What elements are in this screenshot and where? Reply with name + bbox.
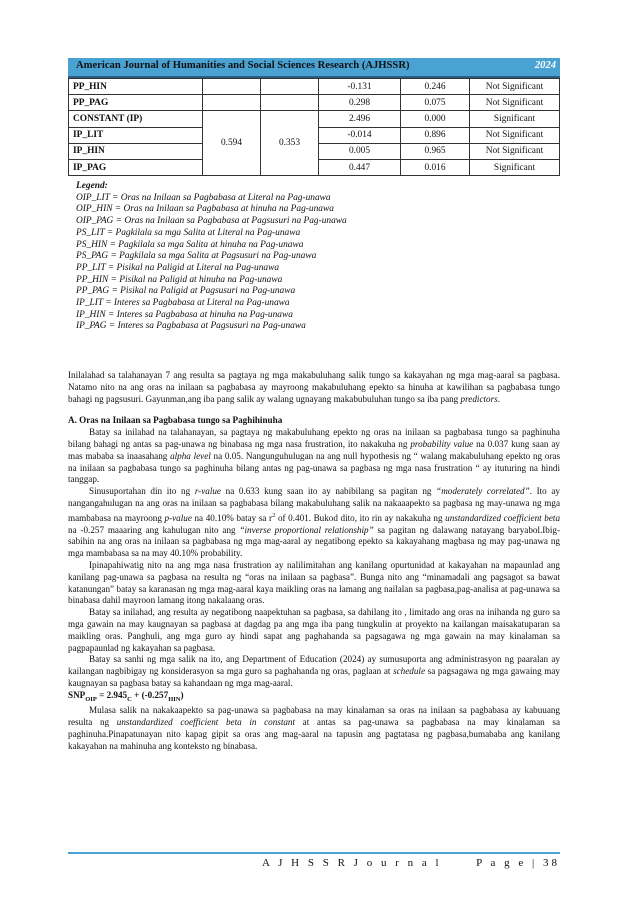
r-squared-cell: 0.353 xyxy=(261,111,319,176)
description-cell: Significant xyxy=(470,159,560,175)
sig-cell: 0.965 xyxy=(401,143,470,159)
variable-cell: PP_PAG xyxy=(69,95,203,111)
beta-cell: 0.298 xyxy=(319,95,401,111)
intro-paragraph: Inilalahad sa talahanayan 7 ang resulta sa pagtaya ng mga makabuluhang salik tungo sa kakayahan ng mga mag-aaral sa pagbasa. Natamo nito na ang oras na inilaan sa pagbabasa ay mayroong makabuluhang epekto sa hinuha at kawilihan sa pagbabasa tungo bahagi ng pagsusuri. Gayunman,ang iba pang salik ay walang ugnayang makabubuluhan tungo sa iba pang predictors. xyxy=(68,370,560,404)
empty-cell xyxy=(261,79,319,95)
footer-rule xyxy=(68,852,560,854)
body-paragraph: Batay sa inilahad, ang resulta ay negatibong naapektuhan sa pagbasa, sa dahilang ito , limitado ang oras na inihanda ng guro sa mga gawain na may kaugnayan sa pagbasa at dagdag pa ang mga iba pang tungkulin at proyekto na kailangan maisakatuparan sa maikling oras. Panghuli, ang mga guro ay hindi sapat ang paghahanda sa pagsagawa ng mga gawain na may kinalaman sa pagpapaunlad ng kakayahan sa pagbasa. xyxy=(68,607,560,653)
variable-cell: CONSTANT (IP) xyxy=(69,111,203,127)
legend-item: OIP_PAG = Oras na Inilaan sa Pagbabasa at Pagsusuri na Pag-unawa xyxy=(76,216,347,227)
empty-cell xyxy=(203,79,261,95)
description-cell: Not Significant xyxy=(470,143,560,159)
table-row xyxy=(69,95,560,111)
variable-cell: IP_HIN xyxy=(69,143,203,159)
sig-cell: 0.000 xyxy=(401,111,470,127)
body-paragraph: Ipinapahiwatig nito na ang mga nasa frustration ay nalilimitahan ang kanilang opurtunidad at kakayahan na mapaunlad ang kanilang pag-unawa sa pagbasa na resulta ng “oras na inilaan sa pagbasa”. Bunga nito ang “minamadali ang pagsagot sa bawat katanungan” batay sa karanasan ng mga mag-aaral kaya maikling oras na lamang ang nailalan sa pagbasa,pag-analisa at pag-unawa sa binabasa dahil mayroon lamang itong nakalaang oras. xyxy=(68,560,560,606)
empty-cell xyxy=(203,95,261,111)
table-row xyxy=(69,111,560,127)
legend-item: PP_PAG = Pisikal na Paligid at Pagsusuri na Pag-unawa xyxy=(76,286,296,297)
sig-cell: 0.075 xyxy=(401,95,470,111)
beta-cell: 0.447 xyxy=(319,159,401,175)
journal-title: American Journal of Humanities and Social Sciences Research (AJHSSR) xyxy=(76,60,410,71)
journal-year: 2024 xyxy=(534,60,556,71)
footer-journal: A J H S S R J o u r n a l xyxy=(262,857,442,869)
table-row xyxy=(69,79,560,95)
r-value-cell: 0.594 xyxy=(203,111,261,176)
legend-item: PP_HIN = Pisikal na Paligid at hinuha na Pag-unawa xyxy=(76,274,283,285)
description-cell: Not Significant xyxy=(470,79,560,95)
sig-cell: 0.016 xyxy=(401,159,470,175)
page-number: P a g e | 38 xyxy=(476,857,560,869)
body-paragraph: Sinusuportahan din ito ng r-value na 0.633 kung saan ito ay nabibilang sa pagitan ng “moderately correlated”. Ito ay nangangahulugan na ang oras na inilaan sa pagbabasa bilang makabuluhang salik na nakaaapekto sa pagbasa ng may-unawa ng mga mambabasa na mayroong p-value na 40.10% batay sa $r^2$ of 0.401. Bukod dito, ito rin ay nakakuha ng unstandardized coefficient beta na -0.257 maaaring ang kahulugan nito ang “inverse proportional relationship” sa pagitan ng dalawang natayang baryabol.Ibig-sabihin na ang oras na inilaan sa pagbabasa ng mga mag-aaral ay negatibong epekto sa kakayahang magbasa ng may pag-unawa ng mga mambabasa sa na may 40.10% probability. xyxy=(68,486,561,559)
journal-header-band xyxy=(68,58,560,78)
beta-cell: -0.131 xyxy=(319,79,401,95)
description-cell: Not Significant xyxy=(470,127,560,143)
body-paragraph: Batay sa inilahad na talahanayan, sa pagtaya ng makabuluhang epekto ng oras na inilaan sa pagbabasa tungo sa paghinuha bilang bahagi ng antas sa pag-unawa ng binabasa ng mga nasa frustration, ito nakakuha ng probability value na 0.037 kung saan ay mas mababa sa inaasahang alpha level na 0.05. Nangunguhulugan na ang null hypothesis ng “ walang makabuluhang epekto ng oras na inilaan sa pagbabasa tungo sa paghinuha bilang antas ng pag-unawa sa pagbasa ng mga nasa frustration “ ay ituturing na hindi tanggap. xyxy=(68,427,560,485)
regression-results-table xyxy=(68,78,560,176)
description-cell: Not Significant xyxy=(470,95,560,111)
legend-item: OIP_HIN = Oras na Inilaan sa Pagbabasa at hinuha na Pag-unawa xyxy=(76,204,334,215)
legend-item: PP_LIT = Pisikal na Paligid at Literal na Pag-unawa xyxy=(76,262,280,273)
beta-cell: 2.496 xyxy=(319,111,401,127)
empty-cell xyxy=(261,95,319,111)
sig-cell: 0.246 xyxy=(401,79,470,95)
beta-cell: -0.014 xyxy=(319,127,401,143)
sig-cell: 0.896 xyxy=(401,127,470,143)
legend-item: IP_LIT = Interes sa Pagbabasa at Literal na Pag-unawa xyxy=(76,298,290,309)
regression-equation: $SNP_{OIP} = 2.945_C + (-0.257_{HIN})$ xyxy=(68,689,184,703)
variable-cell: IP_LIT xyxy=(69,127,203,143)
description-cell: Significant xyxy=(470,111,560,127)
body-paragraph: Mulasa salik na nakakaapekto sa pag-unawa sa pagbabasa na may kinalaman sa oras na inilaan sa pagbabasa ay kabuuang resulta ng unstandardized coefficient beta in constant at antas sa pag-unawa sa pagbabasa na may kinalaman sa paghinuha.Pinapatunayan nito kapag gipit sa oras ang mag-aaral na tapusin ang pagtatasa ng pagbasa,bumababa ang kanilang kakayahan na mahinuha ang konteksto ng binabasa. xyxy=(68,705,560,751)
article-body xyxy=(68,370,560,753)
legend-item: PS_LIT = Pagkilala sa mga Salita at Literal na Pag-unawa xyxy=(76,227,301,238)
legend-item: OIP_LIT = Oras na Inilaan sa Pagbabasa at Literal na Pag-unawa xyxy=(76,192,331,203)
legend-title: Legend: xyxy=(76,181,108,191)
legend-item: IP_HIN = Interes sa Pagbabasa at hinuha na Pag-unawa xyxy=(76,309,293,320)
body-paragraph: Batay sa sanhi ng mga salik na ito, ang Department of Education (2024) ay sumusuporta ang administrasyon ng paaralan ay kailangan nagbibigay ng konsiderasyon sa mga guro sa paghahanda ng oras, paglaan at schedule sa pagsagawa ng mga gawaing may kaugnayan sa pagbasa batay sa kahandaan ng mga mag-aaral. xyxy=(68,654,560,688)
variable-cell: PP_HIN xyxy=(69,79,203,95)
section-heading: A. Oras na Inilaan sa Pagbabasa tungo sa Paghihinuha xyxy=(68,415,283,426)
legend-item: IP_PAG = Interes sa Pagbabasa at Pagsusuri na Pag-unawa xyxy=(76,321,306,332)
variable-cell: IP_PAG xyxy=(69,159,203,175)
table-legend xyxy=(76,181,556,333)
legend-item: PS_HIN = Pagkilala sa mga Salita at hinuha na Pag-unawa xyxy=(76,239,304,250)
beta-cell: 0.005 xyxy=(319,143,401,159)
legend-item: PS_PAG = Pagkilala sa mga Salita at Pagsusuri na Pag-unawa xyxy=(76,251,317,262)
page-footer xyxy=(68,857,560,869)
